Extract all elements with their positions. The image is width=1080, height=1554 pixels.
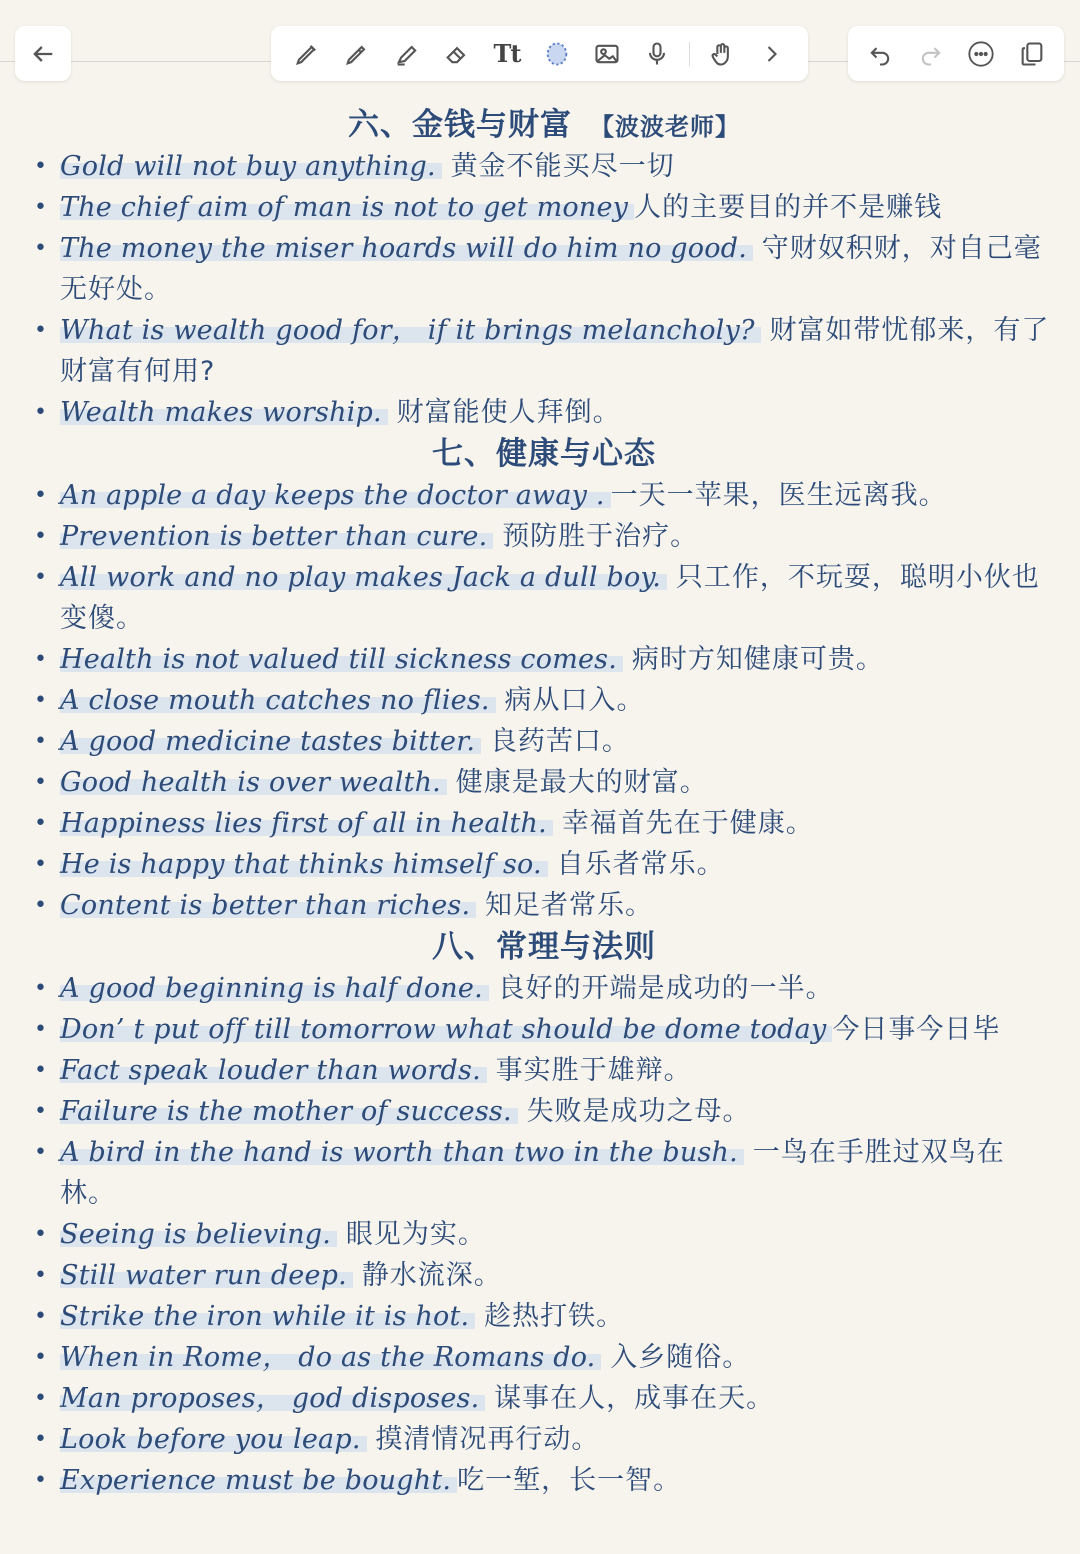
list-item <box>34 1214 1054 1255</box>
bullet: • <box>34 195 47 220</box>
english-phrase: What is wealth good for， if it brings melancholy? <box>60 315 761 346</box>
chinese-translation: 趁热打铁。 <box>484 1301 625 1332</box>
english-phrase: Health is not valued till sickness comes. <box>60 644 623 675</box>
english-phrase: When in Rome， do as the Romans do. <box>60 1342 601 1373</box>
english-phrase: Strike the iron while it is hot. <box>60 1301 475 1332</box>
list-item <box>34 1009 1054 1050</box>
bullet: • <box>34 770 47 795</box>
english-phrase: Still water run deep. <box>60 1260 353 1291</box>
bullet: • <box>34 1386 47 1411</box>
chinese-translation: 良好的开端是成功的一半。 <box>497 973 834 1004</box>
text-tool[interactable]: Tt <box>493 39 521 68</box>
bullet: • <box>34 1345 47 1370</box>
list-item <box>34 968 1054 1009</box>
bullet: • <box>34 1140 47 1165</box>
list-item <box>34 1296 1054 1337</box>
bullet: • <box>34 1427 47 1452</box>
english-phrase: A close mouth catches no flies. <box>60 685 496 716</box>
list-item <box>34 146 1054 187</box>
english-phrase: Gold will not buy anything. <box>60 151 442 182</box>
section-title: 八、常理与法则 <box>432 929 656 965</box>
lasso-icon[interactable] <box>539 36 575 72</box>
chinese-translation: 财富能使人拜倒。 <box>396 397 621 428</box>
chinese-translation: 入乡随俗。 <box>610 1342 751 1373</box>
chinese-translation: 今日事今日毕 <box>832 1014 1001 1045</box>
list-item <box>34 310 1054 392</box>
bullet: • <box>34 565 47 590</box>
english-phrase: Don’ t put off till tomorrow what should be dome today <box>60 1014 832 1045</box>
list-item <box>34 187 1054 228</box>
hand-icon[interactable] <box>704 36 740 72</box>
bullet: • <box>34 400 47 425</box>
section-heading-health <box>34 433 1054 475</box>
bullet: • <box>34 976 47 1001</box>
chinese-translation: 摸清情况再行动。 <box>375 1424 600 1455</box>
bullet: • <box>34 1304 47 1329</box>
pen-icon[interactable] <box>289 36 325 72</box>
chinese-translation: 事实胜于雄辩。 <box>495 1055 692 1086</box>
chinese-translation: 病从口入。 <box>504 685 645 716</box>
english-phrase: The money the miser hoards will do him no good. <box>60 233 753 264</box>
bullet: • <box>34 1263 47 1288</box>
bullet: • <box>34 483 47 508</box>
section-heading-money <box>34 104 1054 146</box>
undo-icon[interactable] <box>862 36 898 72</box>
chinese-translation: 良药苦口。 <box>489 726 630 757</box>
list-item <box>34 1460 1054 1501</box>
section-title: 六、金钱与财富 <box>348 107 572 143</box>
chinese-translation: 人的主要目的并不是赚钱 <box>634 192 943 223</box>
english-phrase: A good medicine tastes bitter. <box>60 726 481 757</box>
chinese-translation: 只工作，不玩耍，聪明小伙也变傻。 <box>60 562 1040 634</box>
image-icon[interactable] <box>589 36 625 72</box>
english-phrase: Experience must be bought. <box>60 1465 457 1496</box>
pencil-icon[interactable] <box>339 36 375 72</box>
english-phrase: The chief aim of man is not to get money <box>60 192 634 223</box>
toolbar-separator <box>689 42 690 66</box>
list-item <box>34 475 1054 516</box>
chinese-translation: 自乐者常乐。 <box>556 849 725 880</box>
english-phrase: Seeing is believing. <box>60 1219 337 1250</box>
bullet: • <box>34 1468 47 1493</box>
chinese-translation: 预防胜于治疗。 <box>502 521 699 552</box>
bullet: • <box>34 893 47 918</box>
list-item <box>34 803 1054 844</box>
english-phrase: Happiness lies first of all in health. <box>60 808 553 839</box>
list-item <box>34 392 1054 433</box>
bullet: • <box>34 852 47 877</box>
eraser-icon[interactable] <box>439 36 475 72</box>
list-item <box>34 639 1054 680</box>
english-phrase: Look before you leap. <box>60 1424 367 1455</box>
pages-icon[interactable] <box>1014 36 1050 72</box>
bullet: • <box>34 524 47 549</box>
list-item <box>34 1337 1054 1378</box>
highlighter-icon[interactable] <box>389 36 425 72</box>
list-item <box>34 844 1054 885</box>
chinese-translation: 幸福首先在于健康。 <box>561 808 814 839</box>
section-heading-rules <box>34 926 1054 968</box>
chinese-translation: 财富如带忧郁来，有了财富有何用? <box>60 315 1050 387</box>
bullet: • <box>34 1222 47 1247</box>
back-arrow-icon[interactable] <box>25 36 61 72</box>
list-item <box>34 516 1054 557</box>
english-phrase: Good health is over wealth. <box>60 767 447 798</box>
list-item <box>34 228 1054 310</box>
list-item <box>34 885 1054 926</box>
english-phrase: Failure is the mother of success. <box>60 1096 518 1127</box>
chinese-translation: 眼见为实。 <box>345 1219 486 1250</box>
bullet: • <box>34 318 47 343</box>
list-item <box>34 1050 1054 1091</box>
chinese-translation: 守财奴积财，对自己毫无好处。 <box>60 233 1042 305</box>
english-phrase: An apple a day keeps the doctor away . <box>60 480 611 511</box>
english-phrase: All work and no play makes Jack a dull boy. <box>60 562 667 593</box>
chinese-translation: 静水流深。 <box>361 1260 502 1291</box>
english-phrase: Man proposes， god disposes. <box>60 1383 485 1414</box>
chinese-translation: 知足者常乐。 <box>485 890 654 921</box>
chinese-translation: 一鸟在手胜过双鸟在林。 <box>60 1137 1005 1209</box>
list-item <box>34 1255 1054 1296</box>
chinese-translation: 一天一苹果，医生远离我。 <box>610 480 947 511</box>
bullet: • <box>34 647 47 672</box>
english-phrase: Fact speak louder than words. <box>60 1055 487 1086</box>
section-title: 七、健康与心态 <box>432 436 656 472</box>
bullet: • <box>34 1017 47 1042</box>
list-item <box>34 557 1054 639</box>
bullet: • <box>34 1099 47 1124</box>
english-phrase: He is happy that thinks himself so. <box>60 849 548 880</box>
chinese-translation: 健康是最大的财富。 <box>455 767 708 798</box>
list-item <box>34 1378 1054 1419</box>
chinese-translation: 病时方知健康可贵。 <box>631 644 884 675</box>
drawing-toolbar <box>271 26 808 81</box>
english-phrase: A bird in the hand is worth than two in the bush. <box>60 1137 744 1168</box>
actions-toolbar <box>848 26 1064 81</box>
english-phrase: Prevention is better than cure. <box>60 521 493 552</box>
chinese-translation: 黄金不能买尽一切 <box>450 151 675 182</box>
bullet: • <box>34 1058 47 1083</box>
english-phrase: A good beginning is half done. <box>60 973 489 1004</box>
list-item <box>34 680 1054 721</box>
more-icon[interactable] <box>963 36 999 72</box>
author-tag: 【波波老师】 <box>590 112 740 141</box>
list-item <box>34 1132 1054 1214</box>
bullet: • <box>34 688 47 713</box>
list-item <box>34 762 1054 803</box>
bullet: • <box>34 154 47 179</box>
back-toolbar <box>15 26 71 81</box>
chevron-right-icon[interactable] <box>754 36 790 72</box>
chinese-translation: 谋事在人，成事在天。 <box>494 1383 775 1414</box>
english-phrase: Content is better than riches. <box>60 890 476 921</box>
list-item <box>34 721 1054 762</box>
list-item <box>34 1419 1054 1460</box>
bullet: • <box>34 811 47 836</box>
note-content <box>34 104 1054 1501</box>
redo-icon[interactable] <box>913 36 949 72</box>
english-phrase: Wealth makes worship. <box>60 397 388 428</box>
bullet: • <box>34 729 47 754</box>
microphone-icon[interactable] <box>639 36 675 72</box>
list-item <box>34 1091 1054 1132</box>
chinese-translation: 失败是成功之母。 <box>526 1096 751 1127</box>
chinese-translation: 吃一堑，长一智。 <box>457 1465 682 1496</box>
bullet: • <box>34 236 47 261</box>
